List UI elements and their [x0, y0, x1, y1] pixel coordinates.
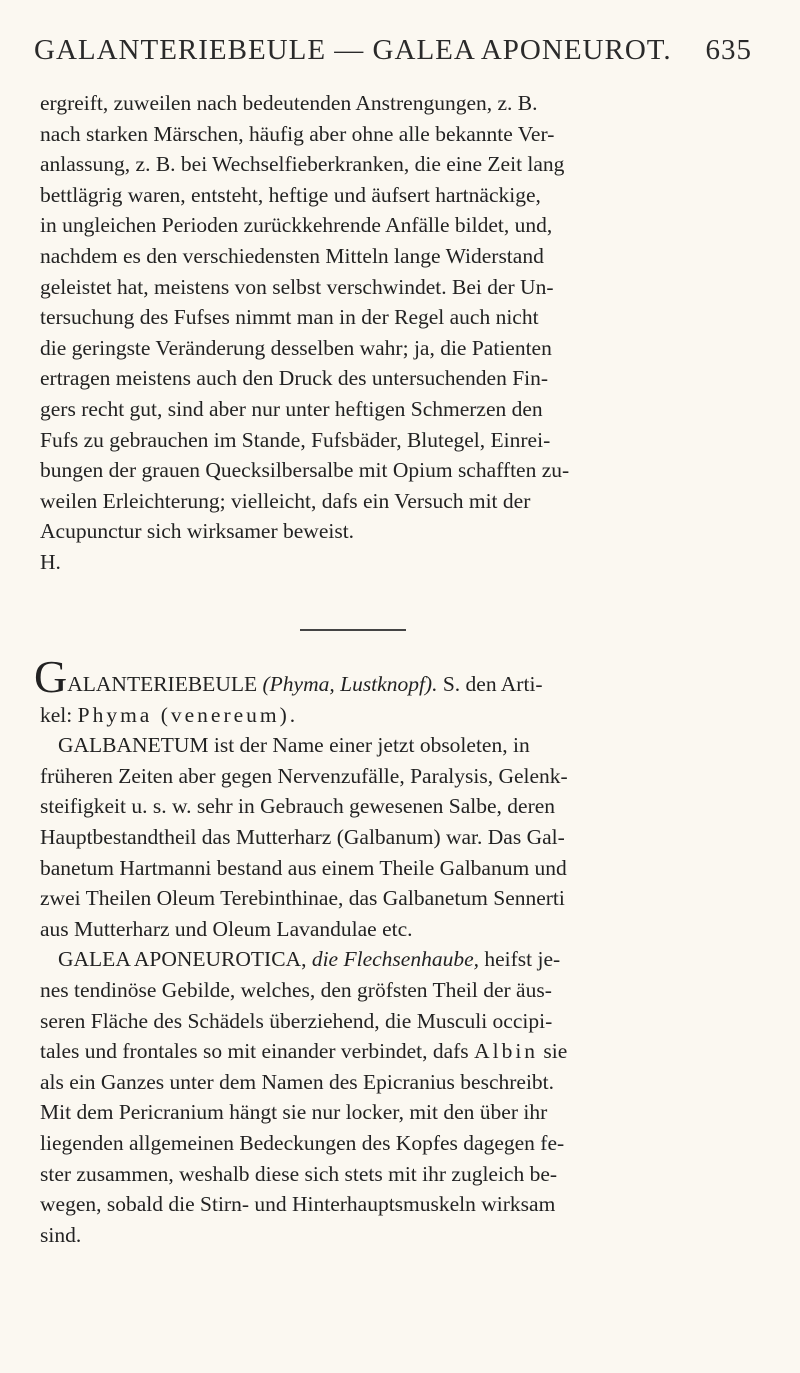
text-line [34, 700, 752, 731]
text-line: nes tendinöse Gebilde, welches, den gröfsten Theil der äus- [40, 977, 552, 1002]
text-line: sind. [40, 1222, 82, 1247]
text-line: bungen der grauen Quecksilbersalbe mit Opium schafften zu- [40, 458, 570, 483]
drop-initial: G [34, 651, 68, 702]
text-line: GALBANETUM ist der Name einer jetzt obsoleten, in [58, 733, 530, 758]
author-name: Albin [474, 1039, 539, 1064]
section-divider [300, 629, 406, 631]
entries-section [34, 651, 752, 1250]
entry-synonym: die Flechsenhaube, [306, 947, 479, 972]
text-line: die geringste Veränderung desselben wahr; ja, die Patienten [40, 335, 552, 360]
text-line: seren Fläche des Schädels überziehend, die Musculi occipi- [40, 1008, 553, 1033]
text-line: ster zusammen, weshalb diese sich stets mit ihr zugleich be- [40, 1161, 558, 1186]
entry-head: GALEA APONEUROTICA, [58, 947, 307, 972]
text-line: Mit dem Pericranium hängt sie nur locker, mit den über ihr [40, 1100, 548, 1125]
cross-reference: Phyma (venereum). [77, 702, 299, 727]
entry-text: sie [538, 1039, 568, 1064]
text-line: geleistet hat, meistens von selbst verschwindet. Bei der Un- [40, 274, 554, 299]
header-title: GALANTERIEBEULE — GALEA APONEUROT. [34, 34, 672, 66]
text-line: Acupunctur sich wirksamer beweist. [40, 519, 355, 544]
entry-text: S. den Arti- [437, 672, 543, 696]
entry-text: kel: [40, 702, 78, 727]
entry-synonyms: (Phyma, Lustknopf). [262, 672, 438, 696]
text-line: in ungleichen Perioden zurückkehrende Anfälle bildet, und, [40, 213, 553, 238]
text-line: Fufs zu gebrauchen im Stande, Fufsbäder, Blutegel, Einrei- [40, 427, 551, 452]
text-line: wegen, sobald die Stirn- und Hinterhauptsmuskeln wirksam [40, 1192, 556, 1217]
text-line: tersuchung des Fufses nimmt man in der Regel auch nicht [40, 305, 539, 330]
text-line: Hauptbestandtheil das Mutterharz (Galbanum) war. Das Gal- [40, 824, 565, 849]
text-line: steifigkeit u. s. w. sehr in Gebrauch gewesenen Salbe, deren [40, 794, 556, 819]
page-number: 635 [705, 34, 752, 66]
text-line: nach starken Märschen, häufig aber ohne alle bekannte Ver- [40, 121, 555, 146]
text-line: anlassung, z. B. bei Wechselfieberkranken, die eine Zeit lang [40, 152, 565, 177]
text-line: ergreift, zuweilen nach bedeutenden Anstrengungen, z. B. [40, 91, 538, 115]
text-line [34, 1036, 752, 1067]
entry-head: ALANTERIEBEULE [67, 672, 258, 696]
text-line: weilen Erleichterung; vielleicht, dafs ein Versuch mit der [40, 488, 531, 513]
text-line: als ein Ganzes unter dem Namen des Epicranius beschreibt. [40, 1069, 555, 1094]
text-line: früheren Zeiten aber gegen Nervenzufälle, Paralysis, Gelenk- [40, 763, 568, 788]
text-line: banetum Hartmanni bestand aus einem Theile Galbanum und [40, 855, 567, 880]
entry-galanteriebeule [34, 651, 752, 702]
text-line: aus Mutterharz und Oleum Lavandulae etc. [40, 916, 413, 941]
text-line: gers recht gut, sind aber nur unter heftigen Schmerzen den [40, 396, 543, 421]
entry-galea [34, 944, 752, 975]
text-line: zwei Theilen Oleum Terebinthinae, das Galbanetum Sennerti [40, 886, 565, 911]
running-header [34, 34, 752, 67]
text-line: liegenden allgemeinen Bedeckungen des Kopfes dagegen fe- [40, 1130, 565, 1155]
text-line: bettlägrig waren, entsteht, heftige und äufsert hartnäckige, [40, 182, 541, 207]
entry-text: heifst je- [479, 947, 561, 972]
continuation-paragraph [40, 88, 752, 578]
entry-text: tales und frontales so mit einander verbindet, dafs [40, 1039, 475, 1064]
text-line: ertragen meistens auch den Druck des untersuchenden Fin- [40, 366, 549, 391]
text-line: nachdem es den verschiedensten Mitteln lange Widerstand [40, 243, 544, 268]
author-signature: H. [40, 549, 61, 574]
